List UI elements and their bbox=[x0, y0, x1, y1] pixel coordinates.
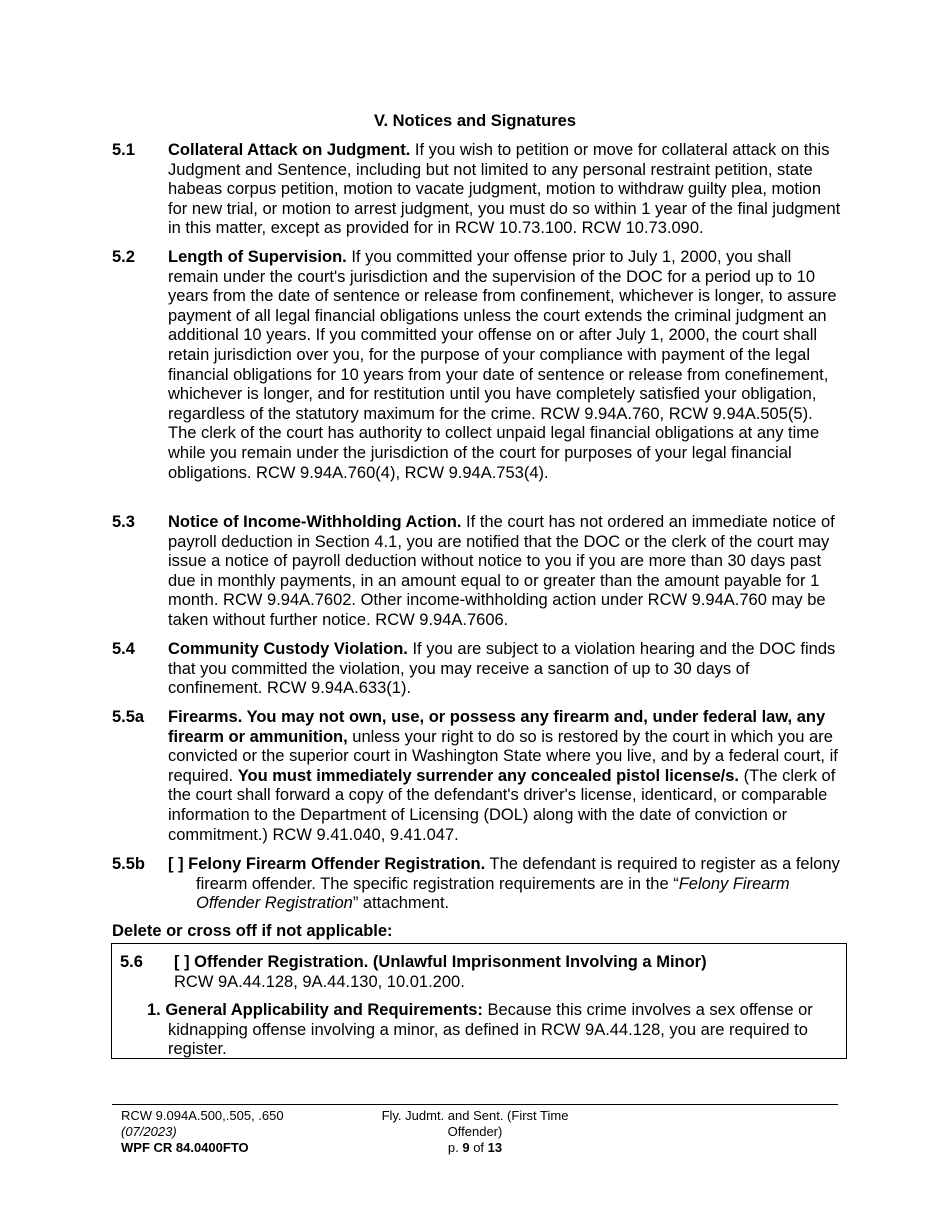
footer-form-title-cont: Offender) bbox=[447, 1123, 503, 1139]
section-5-5b bbox=[112, 855, 842, 914]
section-5-2 bbox=[112, 248, 842, 483]
section-5-6-box bbox=[111, 943, 847, 1059]
subsection-text: Because this crime involves a sex offense or kidnapping offense involving a minor, as defined in RCW 9A.44.128, you are required to register. bbox=[168, 1001, 813, 1059]
section-5-6-subsection-1 bbox=[147, 1001, 837, 1060]
section-body bbox=[168, 708, 842, 845]
section-body bbox=[168, 141, 842, 239]
section-bold-text: You must immediately surrender any concealed pistol license/s. bbox=[237, 766, 740, 785]
section-number: 5.2 bbox=[112, 248, 135, 266]
section-number: 5.1 bbox=[112, 141, 135, 159]
footer-form-title: Fly. Judmt. and Sent. (First Time bbox=[381, 1108, 569, 1123]
section-number: 5.6 bbox=[120, 953, 143, 971]
section-rcw: RCW 9A.44.128, 9A.44.130, 10.01.200. bbox=[174, 972, 465, 991]
section-heading: Felony Firearm Offender Registration. bbox=[183, 855, 486, 873]
section-5-1 bbox=[112, 141, 842, 239]
section-italic-text: Felony Firearm Offender Registration bbox=[196, 874, 790, 913]
section-body bbox=[168, 855, 842, 914]
section-text: If the court has not ordered an immediate notice of payroll deduction in Section 4.1, you are notified that the DOC or the clerk of the court may issue a notice of payroll deduction without notice to you if you are more than 30 days past due in monthly payments, in an amount equal to or greater than the amount payable for 1 month. RCW 9.94A.7602. Other income-withholding action under RCW 9.94A.760 may be taken without further notice. RCW 9.94A.7606. bbox=[168, 513, 835, 629]
section-heading: Length of Supervision. bbox=[168, 248, 347, 266]
footer-left bbox=[121, 1108, 284, 1155]
section-text: The defendant is required to register as a felony firearm offender. The specific registration requirements are in the “ bbox=[196, 855, 840, 893]
section-heading: Collateral Attack on Judgment. bbox=[168, 141, 411, 159]
delete-note: Delete or cross off if not applicable: bbox=[112, 922, 393, 940]
section-heading[interactable]: [ ] Offender Registration. (Unlawful Imprisonment Involving a Minor) bbox=[174, 953, 707, 971]
section-5-5a bbox=[112, 708, 842, 845]
footer-form-id: WPF CR 84.0400FTO bbox=[121, 1139, 249, 1155]
section-5-6-header bbox=[120, 953, 840, 992]
section-number: 5.3 bbox=[112, 513, 135, 531]
section-number: 5.5b bbox=[112, 855, 146, 873]
page-title: V. Notices and Signatures bbox=[373, 112, 577, 130]
section-body bbox=[168, 248, 842, 483]
section-text: ” attachment. bbox=[352, 894, 450, 913]
page-total: 13 bbox=[487, 1139, 503, 1155]
section-5-4 bbox=[112, 640, 842, 699]
section-text: (The clerk of the court shall forward a copy of the defendant's driver's license, identicard, or comparable information to the Department of Licensing (DOL) along with the date of conviction or commitment.) RCW 9.41.040, 9.41.047. bbox=[168, 766, 836, 844]
section-heading: Community Custody Violation. bbox=[168, 640, 408, 658]
footer-divider bbox=[112, 1104, 838, 1105]
footer-date: (07/2023) bbox=[121, 1123, 177, 1139]
section-heading: Firearms. You may not own, use, or possess any firearm and, under federal law, any firearm or ammunition, bbox=[168, 708, 826, 746]
section-body bbox=[168, 513, 842, 631]
checkbox[interactable]: [ ] bbox=[168, 855, 184, 873]
section-body bbox=[168, 640, 842, 699]
section-number: 5.4 bbox=[112, 640, 135, 658]
footer-rcw: RCW 9.094A.500,.505, .650 bbox=[121, 1108, 284, 1123]
subsection-heading: 1. General Applicability and Requirements: bbox=[147, 1001, 483, 1019]
section-text: If you committed your offense prior to July 1, 2000, you shall remain under the court's jurisdiction and the supervision of the DOC for a period up to 10 years from the date of sentence or release from confinement, whichever is longer, to assure payment of all legal financial obligations unless the court extends the criminal judgment an additional 10 years. If you committed your offense on or after July 1, 2000, the court shall retain jurisdiction over you, for the purpose of your compliance with payment of the legal financial obligations for 10 years from your date of sentence or release from conefinement, whichever is longer, and for restitution until you have completely satisfied your obligation, regardless of the statutory maximum for the crime. RCW 9.94A.760, RCW 9.94A.505(5). The clerk of the court has authority to collect unpaid legal financial obligations at any time while you remain under the jurisdiction of the court for purposes of your legal financial obligations. RCW 9.94A.760(4), RCW 9.94A.753(4). bbox=[168, 248, 837, 482]
section-heading: Notice of Income-Withholding Action. bbox=[168, 513, 462, 531]
section-5-3 bbox=[112, 513, 842, 631]
section-number: 5.5a bbox=[112, 708, 145, 726]
page-of: of bbox=[469, 1139, 488, 1155]
footer-center bbox=[360, 1108, 590, 1155]
section-text: If you are subject to a violation hearing and the DOC finds that you committed the violation, you may receive a sanction of up to 30 days of confinement. RCW 9.94A.633(1). bbox=[168, 640, 836, 698]
page-prefix: p. bbox=[447, 1139, 463, 1155]
page-number bbox=[360, 1140, 590, 1156]
section-text: unless your right to do so is restored by the court in which you are convicted or the superior court in Washington State where you live, and by a federal court, if required. bbox=[168, 727, 838, 785]
page-current: 9 bbox=[462, 1139, 470, 1155]
section-text: If you wish to petition or move for collateral attack on this Judgment and Sentence, including but not limited to any personal restraint petition, state habeas corpus petition, motion to vacate judgment, motion to withdraw guilty plea, motion for new trial, or motion to arrest judgment, you must do so within 1 year of the final judgment in this matter, except as provided for in RCW 10.73.100. RCW 10.73.090. bbox=[168, 141, 841, 238]
